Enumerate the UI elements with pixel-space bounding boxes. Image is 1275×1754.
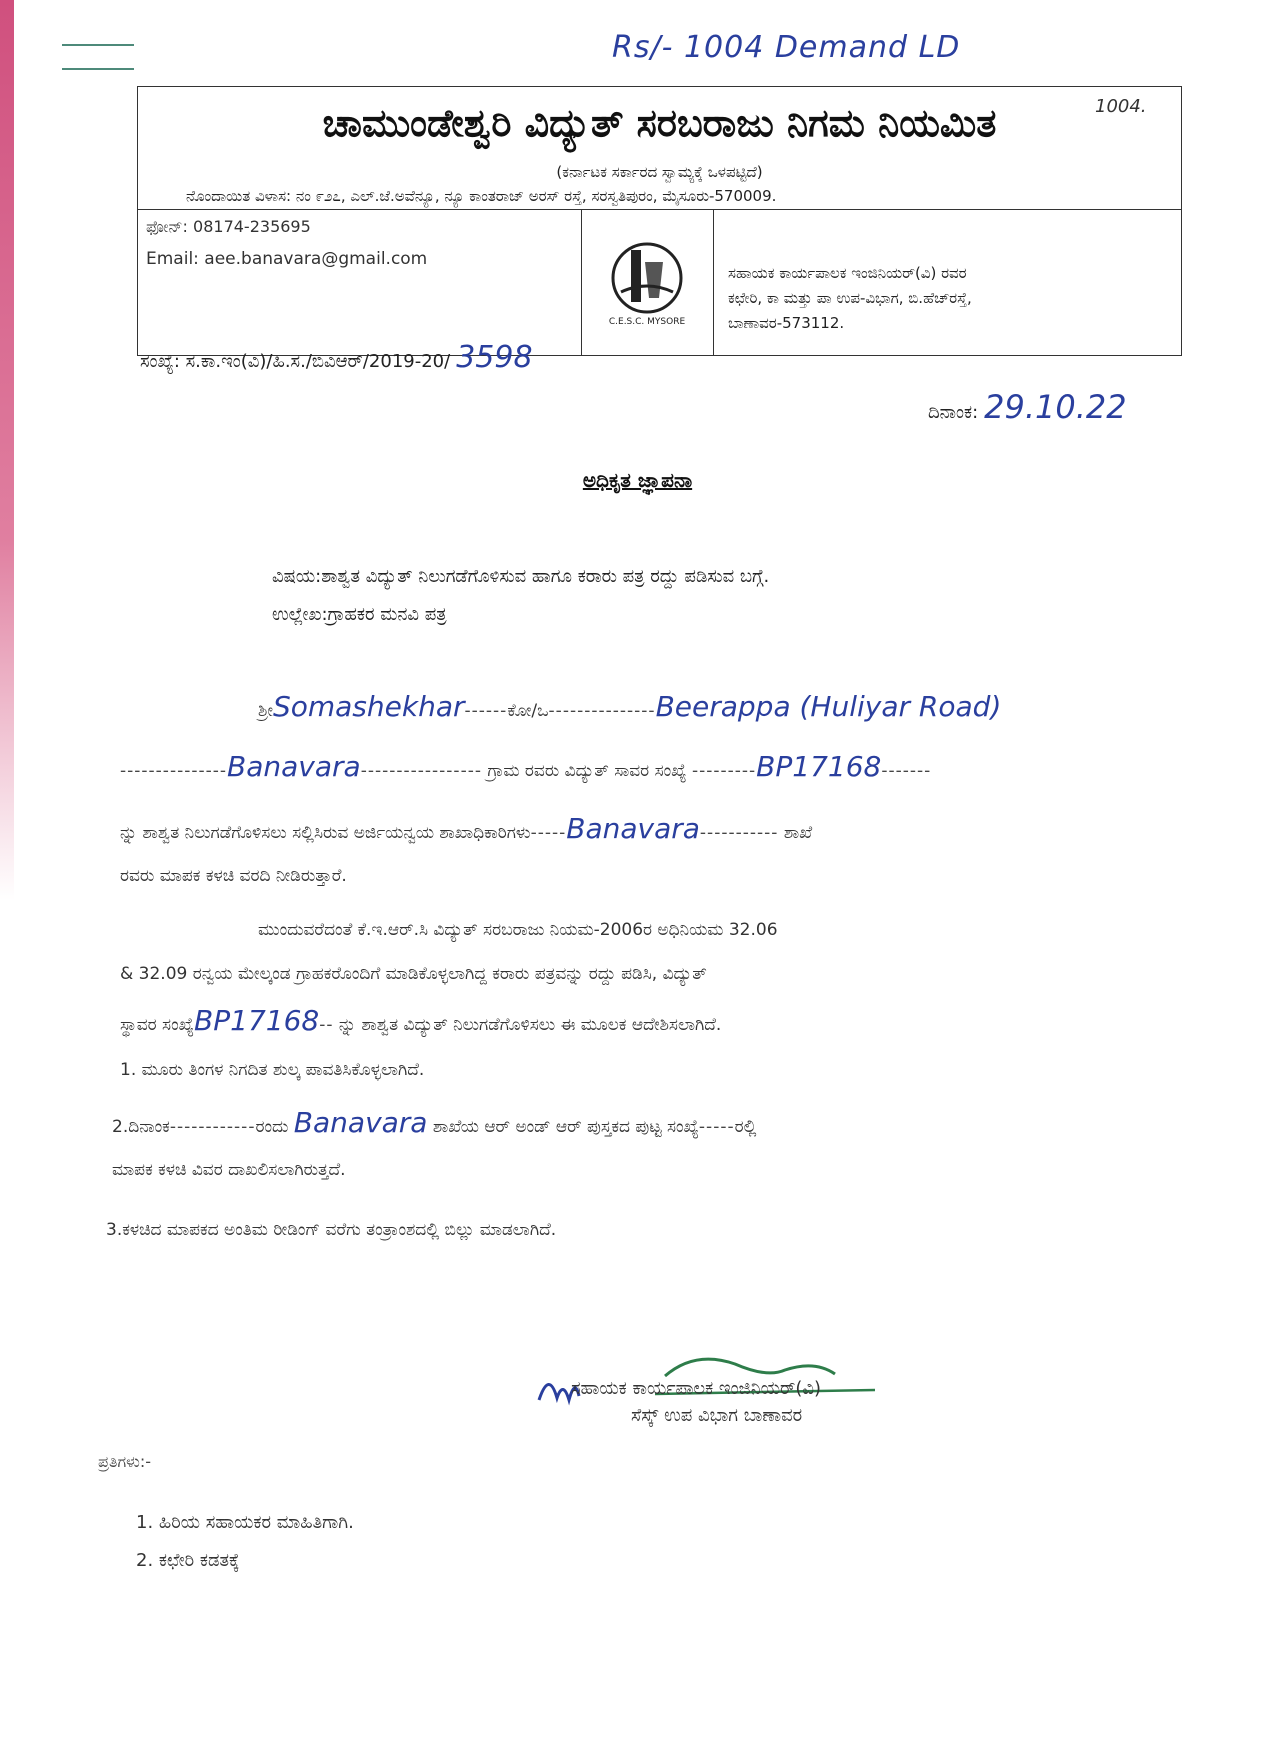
sri-label: ಶ್ರೀ <box>258 701 273 721</box>
signatory-title: ಸಹಾಯಕ ಕಾರ್ಯಪಾಲಕ ಇಂಜಿನಿಯರ್(ವಿ) <box>571 1378 821 1399</box>
date-label: ದಿನಾಂಕ: <box>928 402 979 423</box>
point-2-prefix: 2.ದಿನಾಂಕ <box>112 1117 170 1137</box>
point-2-end: ರಲ್ಲಿ <box>734 1117 757 1137</box>
para2-line-3-suffix: ನ್ನು ಶಾಶ್ವತ ವಿದ್ಯುತ್ ನಿಲುಗಡೆಗೊಳಿಸಲು ಈ ಮೂಲಕ ಆದೇಶಿಸಲಾಗಿದೆ. <box>338 1015 722 1035</box>
logo-caption: C.E.S.C. MYSORE <box>608 317 686 327</box>
body-line-3-suffix: ಶಾಖೆ <box>783 823 813 843</box>
registered-address: ನೊಂದಾಯಿತ ವಿಳಾಸ: ನಂ ೯೨೭, ಎಲ್.ಜೆ.ಅವೆನ್ಯೂ, ನ್ಯೂ ಕಾಂತರಾಜ್ ಅರಸ್ ರಸ್ತೆ, ಸರಸ್ವತಿಪುರಂ, ಮೈಸೂರು-570009. <box>186 187 777 205</box>
org-name: ಚಾಮುಂಡೇಶ್ವರಿ ವಿದ್ಯುತ್ ಸರಬರಾಜು ನಿಗಮ ನಿಯಮಿತ <box>322 101 997 145</box>
office-address <box>728 261 1168 336</box>
body-line-3-prefix: ನ್ನು ಶಾಶ್ವತ ನಿಲುಗಡೆಗೊಳಿಸಲು ಸಲ್ಲಿಸಿರುವ ಅರ್ಜಿಯನ್ವಯ ಶಾಖಾಧಿಕಾರಿಗಳು <box>120 823 531 843</box>
email: Email: aee.banavara@gmail.com <box>146 249 428 269</box>
signature-block <box>535 1378 1015 1426</box>
letterhead <box>137 86 1182 356</box>
reference-label: ಸಂಖ್ಯೆ: ಸ.ಕಾ.ಇಂ(ವಿ)/ಹಿ.ಸ./ಬಿವಿಆರ್/2019-20/ <box>140 351 451 372</box>
point-3: 3.ಕಳಚಿದ ಮಾಪಕದ ಅಂತಿಮ ರೀಡಿಂಗ್ ವರೆಗು ತಂತ್ರಾಂಶದಲ್ಲಿ ಬಿಲ್ಲು ಮಾಡಲಾಗಿದೆ. <box>106 1220 557 1240</box>
reference-handwritten-number: 3598 <box>456 340 533 375</box>
handwritten-corner-number: 1004. <box>1095 96 1147 117</box>
office-line-1: ಸಹಾಯಕ ಕಾರ್ಯಪಾಲಕ ಇಂಜಿನಿಯರ್(ವಿ) ರವರ <box>728 264 967 282</box>
para2-rr-number: BP17168 <box>194 1004 320 1037</box>
reference-line: ಉಲ್ಲೇಖ:ಗ್ರಾಹಕರ ಮನವಿ ಪತ್ರ <box>272 604 447 625</box>
body-line-4: ರವರು ಮಾಪಕ ಕಳಚಿ ವರದಿ ನೀಡಿರುತ್ತಾರೆ. <box>120 866 347 886</box>
para2-line-2: & 32.09 ರನ್ವಯ ಮೇಲ್ಕಂಡ ಗ್ರಾಹಕರೊಂದಿಗೆ ಮಾಡಿಕೊಳ್ಳಲಾಗಿದ್ದ ಕರಾರು ಪತ್ರವನ್ನು ರದ್ದು ಪಡಿಸಿ, ವಿದ್ಯುತ್ <box>120 964 707 984</box>
para2-line-1: ಮುಂದುವರೆದಂತೆ ಕೆ.ಇ.ಆರ್.ಸಿ ವಿದ್ಯುತ್ ಸರಬರಾಜು ನಿಯಮ-2006ರ ಅಧಿನಿಯಮ 32.06 <box>258 920 778 940</box>
father-name: Beerappa (Huliyar Road) <box>655 690 1002 723</box>
point-2-section: Banavara <box>293 1106 428 1139</box>
letterhead-column-divider-2 <box>713 209 714 355</box>
copy-item-1: 1. ಹಿರಿಯ ಸಹಾಯಕರ ಮಾಹಿತಿಗಾಗಿ. <box>136 1512 354 1533</box>
point-2: 2.ದಿನಾಂಕ------------ರಂದು Banavara ಶಾಖೆಯ ಆರ್ ಅಂಡ್ ಆರ್ ಪುಸ್ತಕದ ಪುಟ್ಟ ಸಂಖ್ಯೆ-----ರಲ್ಲಿ <box>112 1106 757 1139</box>
scan-edge <box>0 0 14 900</box>
office-line-2: ಕಛೇರಿ, ಕಾ ಮತ್ತು ಪಾ ಉಪ-ವಿಭಾಗ, ಬಿ.ಹೆಚ್‌ರಸ್ತೆ, <box>728 289 972 307</box>
letterhead-divider <box>138 209 1181 210</box>
phone: ಫೋನ್: 08174-235695 <box>146 217 311 236</box>
copies-label: ಪ್ರತಿಗಳು:- <box>98 1452 152 1471</box>
govt-note: (ಕರ್ನಾಟಕ ಸರ್ಕಾರದ ಸ್ವಾಮ್ಯಕ್ಕೆ ಒಳಪಟ್ಟಿದೆ) <box>556 163 763 181</box>
subject-block <box>272 558 769 634</box>
pen-mark <box>62 44 134 70</box>
consumer-name: Somashekhar <box>272 690 465 723</box>
rr-number: BP17168 <box>756 750 882 783</box>
village-suffix: ಗ್ರಾಮ ರವರು ವಿದ್ಯುತ್ ಸಾವರ ಸಂಖ್ಯೆ <box>487 761 687 781</box>
consumer-name-line: ಶ್ರೀSomashekhar------ಕೋ/ಒ---------------Beerappa (Huliyar Road) <box>258 690 1002 723</box>
village-name: Banavara <box>227 750 361 783</box>
section-line: ನ್ನು ಶಾಶ್ವತ ನಿಲುಗಡೆಗೊಳಿಸಲು ಸಲ್ಲಿಸಿರುವ ಅರ್ಜಿಯನ್ವಯ ಶಾಖಾಧಿಕಾರಿಗಳು-----Banavara----------- ಶಾಖೆ <box>120 812 813 845</box>
office-line-3: ಬಾಣಾವರ-573112. <box>728 314 845 332</box>
village-line: ---------------Banavara----------------- ಗ್ರಾಮ ರವರು ವಿದ್ಯುತ್ ಸಾವರ ಸಂಖ್ಯೆ ---------BP17168------- <box>120 750 932 783</box>
para2-line-3-prefix: ಸ್ಥಾವರ ಸಂಖ್ಯೆ <box>120 1015 195 1035</box>
handwritten-top-note: Rs/- 1004 Demand LD <box>612 30 961 65</box>
reference-number <box>140 340 533 375</box>
point-1: 1. ಮೂರು ತಿಂಗಳ ನಿಗದಿತ ಶುಲ್ಕ ಪಾವತಿಸಿಕೊಳ್ಳಲಾಗಿದೆ. <box>120 1060 425 1080</box>
co-label: ಕೋ/ಒ <box>507 701 549 721</box>
date <box>928 388 1127 426</box>
copy-item-2: 2. ಕಛೇರಿ ಕಡತಕ್ಕೆ <box>136 1550 240 1571</box>
subject-line: ವಿಷಯ:ಶಾಶ್ವತ ವಿದ್ಯುತ್ ನಿಲುಗಡೆಗೊಳಿಸುವ ಹಾಗೂ ಕರಾರು ಪತ್ರ ರದ್ದು ಪಡಿಸುವ ಬಗ್ಗೆ. <box>272 566 770 587</box>
cesc-logo-icon <box>591 222 703 334</box>
memo-heading: ಅಧಿಕೃತ ಜ್ಞಾಪನಾ <box>582 468 693 492</box>
section-name: Banavara <box>566 812 700 845</box>
point-2-suffix: ಶಾಖೆಯ ಆರ್ ಅಂಡ್ ಆರ್ ಪುಸ್ತಕದ ಪುಟ್ಟ ಸಂಖ್ಯೆ <box>432 1117 699 1137</box>
point-2-mid: ರಂದು <box>255 1117 289 1137</box>
letterhead-column-divider <box>581 209 582 355</box>
point-2-line-2: ಮಾಪಕ ಕಳಚಿ ವಿವರ ದಾಖಲಿಸಲಾಗಿರುತ್ತದೆ. <box>112 1160 346 1180</box>
para2-line-3: ಸ್ಥಾವರ ಸಂಖ್ಯೆBP17168-- ನ್ನು ಶಾಶ್ವತ ವಿದ್ಯುತ್ ನಿಲುಗಡೆಗೊಳಿಸಲು ಈ ಮೂಲಕ ಆದೇಶಿಸಲಾಗಿದೆ. <box>120 1004 722 1037</box>
date-value: 29.10.22 <box>984 388 1127 426</box>
signatory-office: ಸೆಸ್ಕ್ ಉಪ ವಿಭಾಗ ಬಾಣಾವರ <box>631 1405 803 1426</box>
